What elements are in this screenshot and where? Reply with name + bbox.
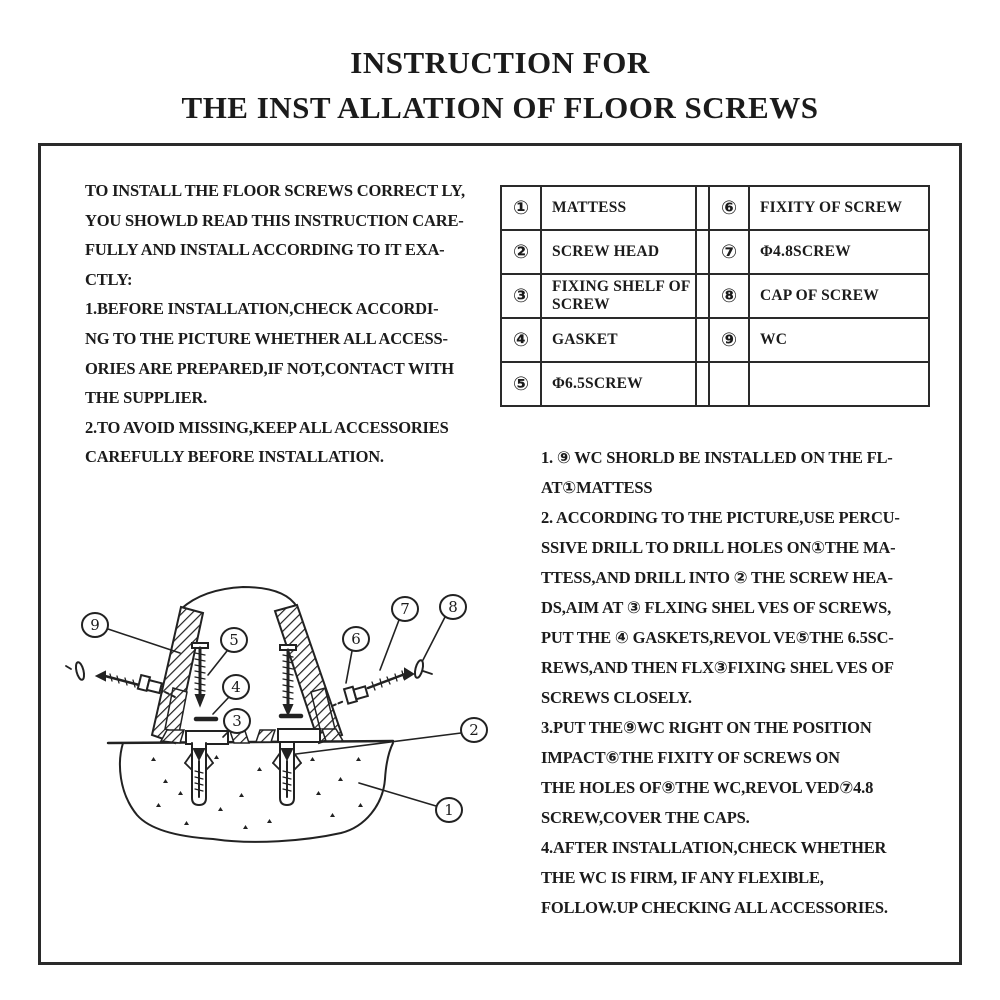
title-line-2: THE INST ALLATION OF FLOOR SCREWS [181, 90, 819, 125]
right-fixing-shelf [278, 729, 320, 742]
table-row [501, 318, 929, 362]
callout-3 [224, 709, 250, 733]
intro-line: ORIES ARE PREPARED,IF NOT,CONTACT WITH [85, 358, 454, 378]
callout-label: 6 [351, 630, 361, 648]
part-name-cell: FIXING SHELF OF SCREW [541, 274, 696, 318]
ground-line [108, 741, 393, 743]
screw-tip [196, 695, 204, 705]
fixity-sleeve [344, 683, 368, 703]
parts-table [500, 185, 930, 407]
soil-outline [120, 743, 393, 842]
callout-9 [82, 613, 108, 637]
intro-line: NG TO THE PICTURE WHETHER ALL ACCESS- [85, 328, 448, 348]
fixity-sleeve [138, 675, 163, 694]
table-row [501, 186, 929, 230]
part-number-cell: ⑦ [709, 230, 749, 274]
step-line: PUT THE ④ GASKETS,REVOL VE⑤THE 6.5SC- [541, 628, 894, 647]
step-line: REWS,AND THEN FLX③FIXING SHEL VES OF [541, 658, 894, 677]
installation-diagram [53, 583, 533, 883]
part-number-cell: ② [501, 230, 541, 274]
intro-line: TO INSTALL THE FLOOR SCREWS CORRECT LY, [85, 181, 465, 200]
soil-specks [151, 749, 363, 829]
callout-label: 2 [469, 721, 479, 739]
part-name-cell: Φ4.8SCREW [749, 230, 929, 274]
ground-drawing [108, 741, 393, 842]
callout-label: 1 [444, 801, 454, 819]
callout-1 [436, 798, 462, 822]
table-spacer-cell [696, 274, 709, 318]
intro-line: FULLY AND INSTALL ACCORDING TO IT EXA- [85, 240, 445, 260]
part-number-cell: ① [501, 186, 541, 230]
table-spacer-cell [696, 230, 709, 274]
intro-text [85, 176, 495, 472]
screw-tip [405, 669, 413, 679]
part-number-cell: ⑤ [501, 362, 541, 406]
callout-2 [461, 718, 487, 742]
part-number-cell: ⑧ [709, 274, 749, 318]
part-name-cell: FIXITY OF SCREW [749, 186, 929, 230]
callout-label: 4 [231, 678, 241, 696]
part-number-cell: ⑥ [709, 186, 749, 230]
table-row [501, 362, 929, 406]
part-name-cell: CAP OF SCREW [749, 274, 929, 318]
callout-8 [440, 595, 466, 619]
step-line: 3.PUT THE⑨WC RIGHT ON THE POSITION [541, 718, 872, 737]
table-row [501, 274, 929, 318]
table-spacer-cell [696, 318, 709, 362]
part-number-cell [709, 362, 749, 406]
screw-cap [74, 661, 85, 680]
intro-line: 1.BEFORE INSTALLATION,CHECK ACCORDI- [85, 299, 439, 319]
screw-cap [413, 659, 424, 678]
intro-line: CAREFULLY BEFORE INSTALLATION. [85, 447, 384, 467]
part-number-cell: ④ [501, 318, 541, 362]
step-line: 4.AFTER INSTALLATION,CHECK WHETHER [541, 838, 887, 857]
left-anchor [185, 743, 213, 805]
intro-line: YOU SHOWLD READ THIS INSTRUCTION CARE- [85, 210, 464, 230]
table-spacer-cell [696, 362, 709, 406]
step-line: AT①MATTESS [541, 478, 653, 497]
callout-label: 9 [90, 616, 100, 634]
step-line: IMPACT⑥THE FIXITY OF SCREWS ON [541, 748, 840, 767]
intro-line: THE SUPPLIER. [85, 388, 208, 408]
shelf-wedge [256, 730, 275, 742]
part-name-cell: SCREW HEAD [541, 230, 696, 274]
callout-label: 3 [232, 712, 242, 730]
callout-label: 7 [400, 600, 410, 618]
screw-tip [284, 705, 292, 714]
content-box [38, 143, 962, 965]
step-line: DS,AIM AT ③ FLXING SHEL VES OF SCREWS, [541, 598, 892, 617]
step-line: 1. ⑨ WC SHORLD BE INSTALLED ON THE FL- [541, 448, 893, 467]
title-line-1: INSTRUCTION FOR [350, 45, 650, 80]
callout-7 [392, 597, 418, 621]
step-line: TTESS,AND DRILL INTO ② THE SCREW HEA- [541, 568, 893, 587]
page-title [0, 40, 1000, 130]
part-number-cell: ⑨ [709, 318, 749, 362]
step-line: SCREWS CLOSELY. [541, 688, 692, 707]
part-name-cell: GASKET [541, 318, 696, 362]
step-line: THE WC IS FIRM, IF ANY FLEXIBLE, [541, 868, 824, 887]
step-line: FOLLOW.UP CHECKING ALL ACCESSORIES. [541, 898, 888, 917]
part-number-cell: ③ [501, 274, 541, 318]
part-name-cell: Φ6.5SCREW [541, 362, 696, 406]
step-line: SCREW,COVER THE CAPS. [541, 808, 750, 827]
callout-6 [343, 627, 369, 651]
callout-4 [223, 675, 249, 699]
step-line: THE HOLES OF⑨THE WC,REVOL VED⑦4.8 [541, 778, 874, 797]
intro-line: CTLY: [85, 269, 133, 289]
callout-label: 5 [229, 631, 239, 649]
callout-5 [221, 628, 247, 652]
right-anchor [273, 743, 301, 805]
callout-label: 8 [448, 598, 458, 616]
part-name-cell [749, 362, 929, 406]
intro-line: 2.TO AVOID MISSING,KEEP ALL ACCESSORIES [85, 417, 449, 437]
part-name-cell: MATTESS [541, 186, 696, 230]
step-line: 2. ACCORDING TO THE PICTURE,USE PERCU- [541, 508, 900, 527]
step-line: SSIVE DRILL TO DRILL HOLES ON①THE MA- [541, 538, 896, 557]
part-name-cell: WC [749, 318, 929, 362]
table-row [501, 230, 929, 274]
left-screw-assembly [66, 661, 175, 697]
steps-text [541, 443, 961, 923]
wc-dome-outline [181, 587, 297, 609]
table-spacer-cell [696, 186, 709, 230]
